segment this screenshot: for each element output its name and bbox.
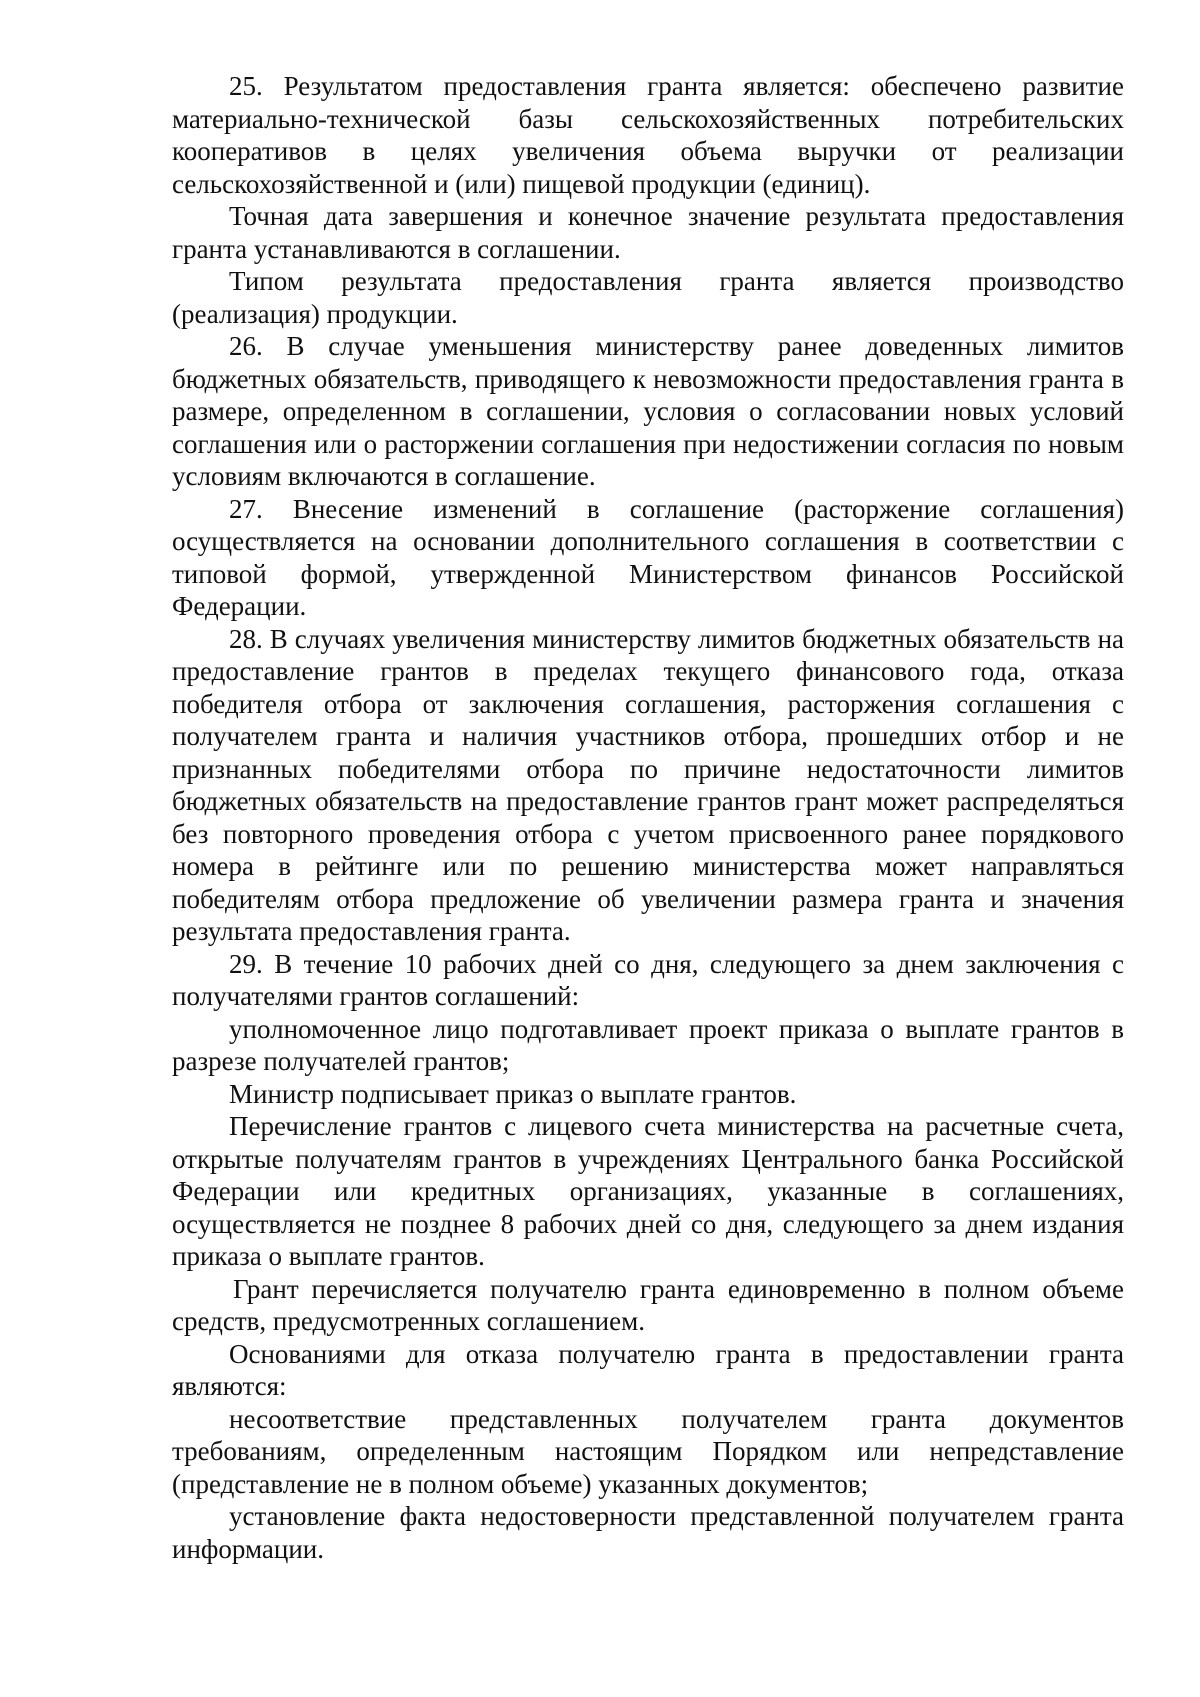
paragraph-26-limits-decrease: 26. В случае уменьшения министерству ранее доведенных лимитов бюджетных обязательств, приводящего к невозможности предоставления гранта в размере, определенном в соглашении, условия о согласовании новых условий соглашения или о расторжении соглашения при недостижении согласия по новым условиям включаются в соглашение. [172,331,1124,491]
paragraph-27-amendments: 27. Внесение изменений в соглашение (расторжение соглашения) осуществляется на основании дополнительного соглашения в соответствии с типовой формой, утвержденной Министерством финансов Российской Федерации. [172,493,1124,621]
paragraph-25-result: 25. Результатом предоставления гранта является: обеспечено развитие материально-технической базы сельскохозяйственных потребительских кооперативов в целях увеличения объема выручки от реализации сельскохозяйственной и (или) пищевой продукции (единиц). [172,71,1124,199]
paragraph-29-timeline: 29. В течение 10 рабочих дней со дня, следующего за днем заключения с получателями грантов соглашений: [172,948,1124,1011]
paragraph-order-draft: уполномоченное лицо подготавливает проект приказа о выплате грантов в разрезе получателей грантов; [172,1013,1124,1076]
document-body [172,70,1124,1565]
paragraph-28-limits-increase: 28. В случаях увеличения министерству лимитов бюджетных обязательств на предоставление грантов в пределах текущего финансового года, отказа победителя отбора от заключения соглашения, расторжения соглашения с получателем гранта и наличия участников отбора, прошедших отбор и не признанных победителями отбора по причине недостаточности лимитов бюджетных обязательств на предоставление грантов грант может распределяться без повторного проведения отбора с учетом присвоенного ранее порядкового номера в рейтинге или по решению министерства может направляться победителям отбора предложение об увеличении размера гранта и значения результата предоставления гранта. [172,623,1124,946]
paragraph-minister-signs: Министр подписывает приказ о выплате грантов. [229,1078,797,1109]
paragraph-transfer-accounts: Перечисление грантов с лицевого счета министерства на расчетные счета, открытые получателям грантов в учреждениях Центрального банка Российской Федерации или кредитных организациях, указанные в соглашениях, осуществляется не позднее 8 рабочих дней со дня, следующего за днем издания приказа о выплате грантов. [172,1111,1124,1271]
paragraph-refusal-grounds: Основаниями для отказа получателю гранта в предоставлении гранта являются: [172,1338,1124,1401]
paragraph-refusal-false-info: установление факта недостоверности представленной получателем гранта информации. [172,1501,1124,1564]
paragraph-result-type: Типом результата предоставления гранта является производство (реализация) продукции. [172,266,1124,329]
paragraph-grant-lump-sum: Грант перечисляется получателю гранта единовременно в полном объеме средств, предусмотренных соглашением. [172,1273,1124,1336]
paragraph-refusal-documents: несоответствие представленных получателем гранта документов требованиям, определенным настоящим Порядком или непредставление (представление не в полном объеме) указанных документов; [172,1403,1124,1499]
paragraph-result-date: Точная дата завершения и конечное значение результата предоставления гранта устанавливаются в соглашении. [172,201,1124,264]
